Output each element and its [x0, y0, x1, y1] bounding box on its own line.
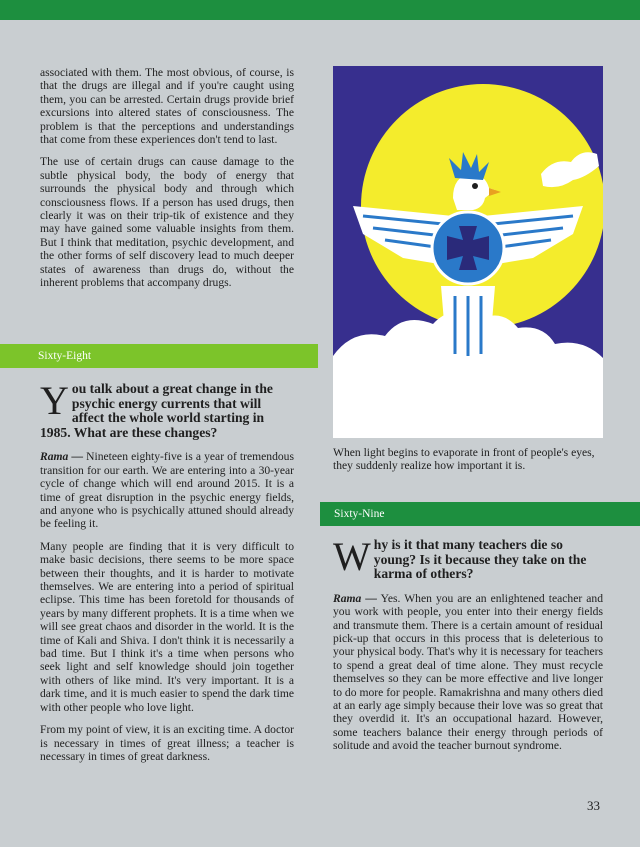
thunderbird-illustration [333, 66, 603, 438]
speaker-label: Rama — [333, 591, 377, 605]
answer-text: Yes. When you are an enlightened teacher and you work with people, you enter into their energy fields and transmute them. There is a certain amount of residual pick-up that occurs in this process that is deleterious to your physical body. That's why it is necessary for teachers to spend a great deal of time alone. They must recycle themselves so they can be more effective and live longer to do more for people. Ramakrishna and many others died at an early age simply because their love was so great that they overdid it. It's an occupational hazard. However, some teachers balance their energy through periods of solitude and avoid the teacher burnout syndrome. [333, 591, 603, 753]
section-title: Sixty-Eight [38, 350, 92, 362]
right-question-block [333, 534, 603, 762]
drop-cap: W [333, 534, 371, 579]
intro-paragraph-1: associated with them. The most obvious, of course, is that the drugs are illegal and if you're caught using them, you can be arrested. Certain drugs provide brief excursions into altered states of consciousness. The problem is that the perceptions and understandings that come from these experiences don't tend to last. [40, 66, 294, 147]
section-header-sixty-nine [320, 502, 640, 526]
answer-text: Nineteen eighty-five is a year of tremendous transition for our earth. We are entering into a 30-year cycle of change which will end around 2015. It is a time of great disruption in the psychic energy fields, and anyone who is psychically attuned should already be feeling it. [40, 450, 294, 531]
right-column [333, 66, 603, 484]
book-page [0, 20, 640, 847]
question-sixty-nine [333, 534, 603, 582]
intro-paragraph-2: The use of certain drugs can cause damage to the subtle physical body, the body of energy that surrounds the physical body and through which consciousness flows. If a person has used drugs, then clearly it was on their trip-tik of existence and they may have gained some valuable insights from them. But I think that meditation, psychic development, and the other forms of self discovery lead to much deeper states of awareness than drugs do, without the inherent problems that accompany drugs. [40, 155, 294, 290]
thunderbird-sun-image [333, 66, 603, 438]
left-question-block [40, 378, 294, 772]
speaker-label: Rama — [40, 450, 84, 464]
page-number: 33 [587, 798, 600, 813]
answer-paragraph-3: From my point of view, it is an exciting time. A doctor is necessary in times of great illness; a teacher is necessary in times of great darkness. [40, 723, 294, 763]
question-text: ou talk about a great change in the psychic energy currents that will affect the whole world starting in 1985. What are these changes? [40, 381, 273, 440]
drop-cap: Y [40, 378, 69, 423]
illustration-caption: When light begins to evaporate in front of people's eyes, they suddenly realize how important it is. [333, 446, 595, 473]
left-column [40, 66, 294, 299]
question-text: hy is it that many teachers die so young? Is it because they take on the karma of others? [373, 537, 587, 582]
section-header-sixty-eight [0, 344, 318, 368]
answer-paragraph-1 [40, 450, 294, 530]
section-title: Sixty-Nine [334, 508, 385, 520]
answer-paragraph [333, 592, 603, 753]
answer-paragraph-2: Many people are finding that it is very difficult to make basic decisions, there seems to be more space between their thoughts, and it is harder to motivate themselves. We are entering into a period of spiritual eclipse. This time has been foretold for thousands of years by many different prophets. It is a time when we will see great chaos and disorder in the world. It is the time of Kali and Shiva. I don't think it is necessarily a bad time. But I think it's a time when persons who seek light and self knowledge should join together with others of like mind. It's very important. It is a dark time, and it is much easier to spend the dark time with other people who love light. [40, 539, 294, 714]
question-sixty-eight [40, 378, 294, 440]
top-color-bar [0, 0, 640, 20]
